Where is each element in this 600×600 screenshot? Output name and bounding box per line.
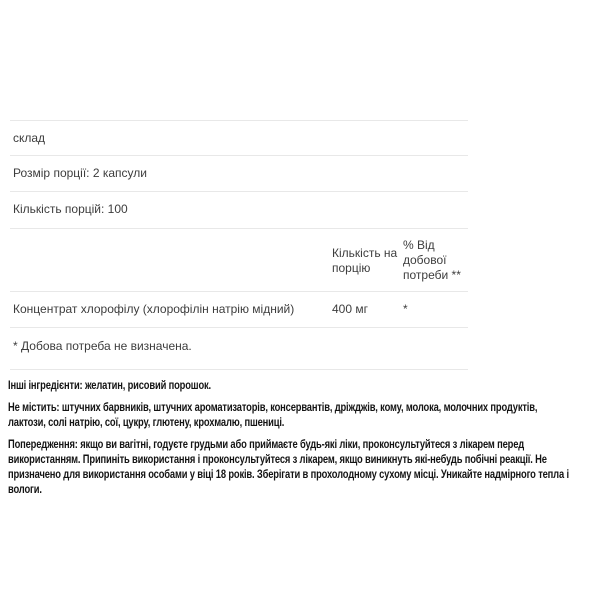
nutrient-daily-value: * <box>403 302 408 316</box>
not-contains-paragraph <box>8 400 600 430</box>
footnote-text: * Добова потреба не визначена. <box>13 339 192 353</box>
servings-count-text: Кількість порцій: 100 <box>13 202 128 216</box>
table-row-section-label <box>10 120 468 155</box>
footer-info <box>8 378 600 497</box>
table-row-nutrient <box>10 291 468 327</box>
warning-paragraph <box>8 437 600 497</box>
warning-line-3: призначено для використання особами у віці 18 років. Зберігати в прохолодному сухому місці. Уникайте надмірного тепла і <box>8 467 569 481</box>
table-row-servings-count <box>10 191 468 228</box>
supplement-facts-table <box>10 120 468 370</box>
table-row-serving-size <box>10 155 468 191</box>
serving-size-text: Розмір порції: 2 капсули <box>13 166 147 180</box>
table-row-footnote <box>10 327 468 369</box>
other-ingredients-text: Інші інгредієнти: желатин, рисовий порошок. <box>8 378 211 392</box>
column-header-amount-per-serving: Кількість на порцію <box>332 245 398 275</box>
supplement-facts-page <box>0 120 600 600</box>
not-contains-line-1: Не містить: штучних барвників, штучних ароматизаторів, консервантів, дріжджів, кому, молока, молочних продуктів, <box>8 400 538 414</box>
nutrient-name: Концентрат хлорофілу (хлорофілін натрію мідний) <box>13 302 295 316</box>
other-ingredients-paragraph <box>8 378 600 393</box>
not-contains-line-2: лактози, солі натрію, сої, цукру, глютену, крохмалю, пшениці. <box>8 415 285 429</box>
warning-line-4: вологи. <box>8 482 42 496</box>
section-label: склад <box>13 131 46 145</box>
warning-line-1: Попередження: якщо ви вагітні, годуєте грудьми або приймаєте будь-які ліки, проконсультуйтеся з лікарем перед <box>8 437 525 451</box>
table-header-row <box>10 228 468 291</box>
nutrient-amount: 400 мг <box>332 302 368 316</box>
column-header-daily-value: % Від добової потреби ** <box>403 238 461 282</box>
warning-line-2: використанням. Припиніть використання і проконсультуйтеся з лікарем, якщо виникнуть які-небудь побічні реакції. Не <box>8 452 547 466</box>
